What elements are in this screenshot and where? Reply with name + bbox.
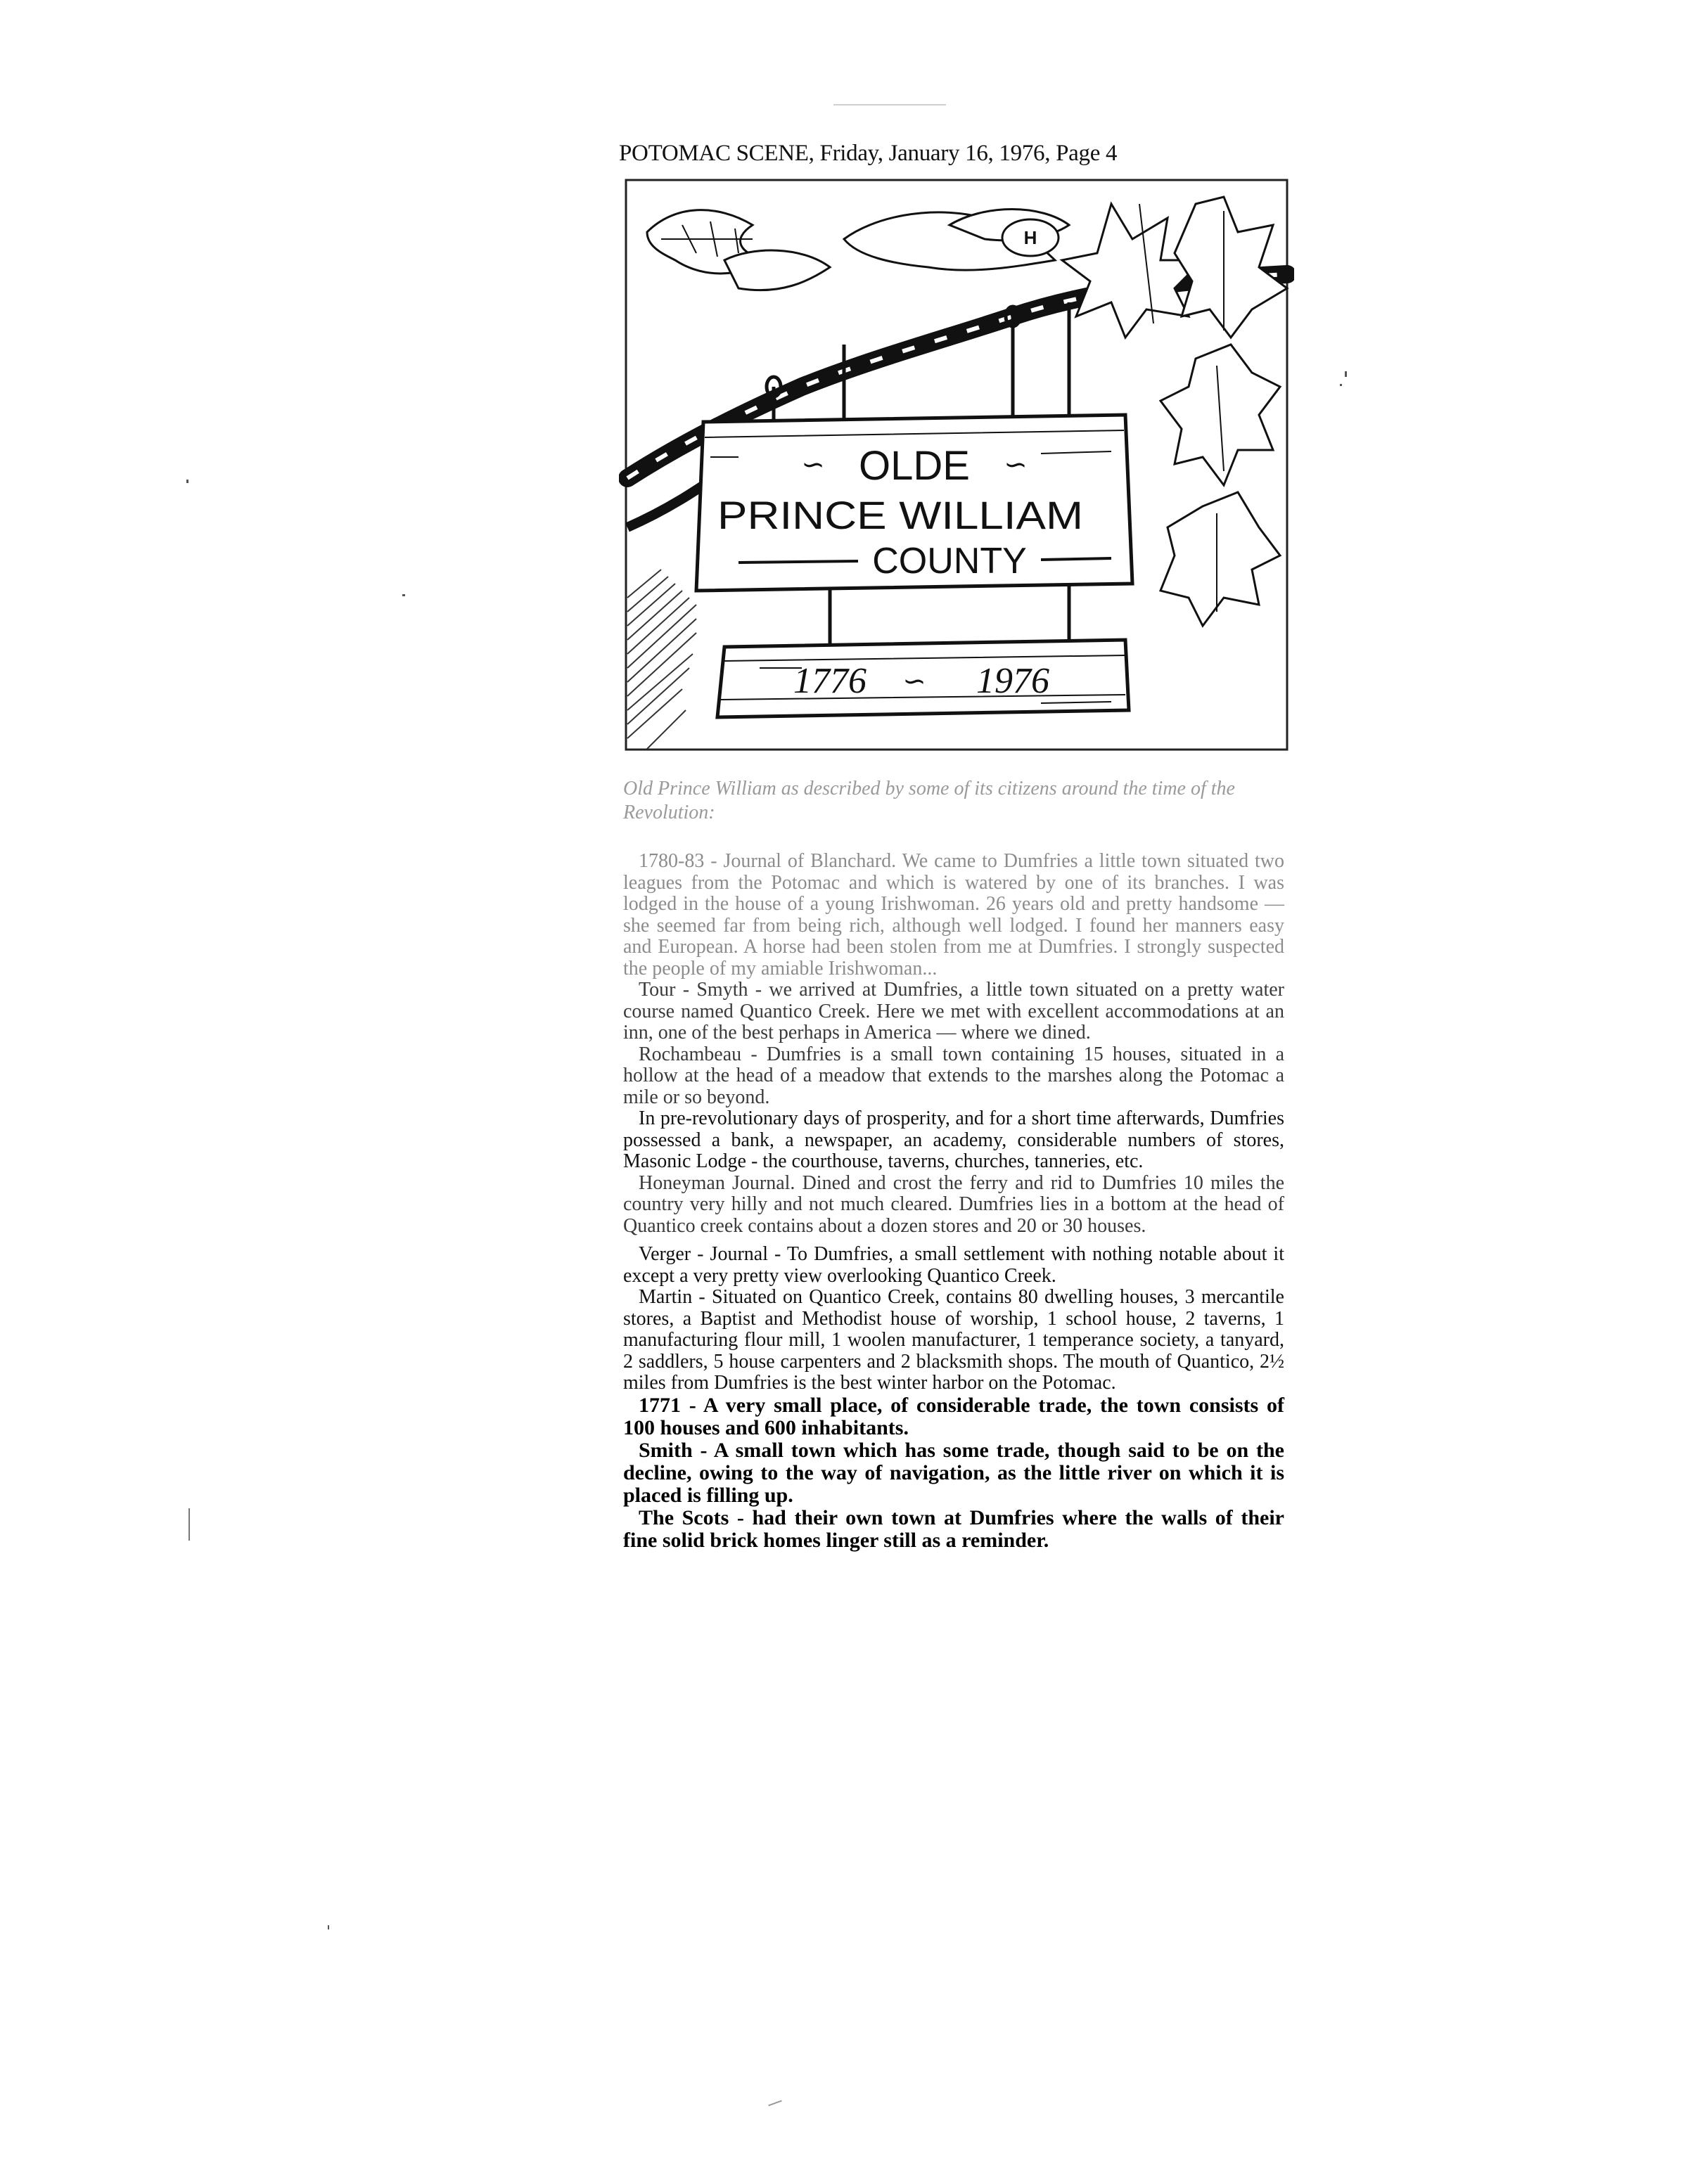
sign-flourish-left-icon: ∽ bbox=[801, 449, 825, 481]
article-paragraph: Verger - Journal - To Dumfries, a small settlement with nothing notable about it except a very pretty view overlooking Quantico Creek. bbox=[623, 1243, 1284, 1287]
sign-line-county: COUNTY bbox=[872, 541, 1027, 582]
article-body bbox=[623, 851, 1284, 1552]
scan-speck bbox=[833, 104, 946, 105]
sign-line-olde: OLDE bbox=[859, 443, 970, 489]
article-paragraph: Smith - A small town which has some trade, though said to be on the decline, owing to the way of navigation, as the little river on which it is placed is filling up. bbox=[623, 1438, 1284, 1507]
article-paragraph: 1771 - A very small place, of considerable trade, the town consists of 100 houses and 600 inhabitants. bbox=[623, 1393, 1284, 1439]
article-paragraph: Honeyman Journal. Dined and crost the ferry and rid to Dumfries 10 miles the country very hilly and not much cleared. Dumfries lies in a bottom at the head of Quantico creek contains about a dozen stores and 20 or 30 houses. bbox=[623, 1171, 1284, 1237]
hatching bbox=[627, 570, 696, 749]
scan-speck bbox=[1345, 371, 1347, 377]
scan-speck bbox=[188, 1508, 190, 1541]
article-paragraph: 1780-83 - Journal of Blanchard. We came to Dumfries a little town situated two leagues from the Potomac and which is watered by one of its branches. I was lodged in the house of a young Irishwoman. 26 years old and pretty handsome — she seemed far from being rich, although well lodged. I found her manners easy and European. A horse had been stolen from me at Dumfries. I strongly suspected the people of my amiable Irishwoman... bbox=[623, 850, 1284, 979]
scan-speck bbox=[402, 594, 405, 596]
scan-speck bbox=[1340, 384, 1342, 386]
sign-year-1976: 1976 bbox=[976, 661, 1049, 701]
article-paragraph: Tour - Smyth - we arrived at Dumfries, a little town situated on a pretty water course named Quantico Creek. Here we met with excellent accommodations at an inn, one of the best perhaps in America — where we dined. bbox=[623, 979, 1284, 1043]
sign-flourish-year-icon: ∽ bbox=[902, 665, 926, 698]
scan-speck bbox=[186, 480, 188, 483]
sign-flourish-right-icon: ∽ bbox=[1004, 449, 1028, 481]
scan-speck bbox=[768, 2100, 781, 2107]
article-paragraph: Martin - Situated on Quantico Creek, contains 80 dwelling houses, 3 mercantile stores, a Baptist and Methodist house of worship, 1 school house, 2 taverns, 1 manufacturing flour mill, 1 woolen manufacturer, 1 temperance society, a tanyard, 2 saddlers, 5 house carpenters and 2 blacksmith shops. The mouth of Quantico, 2½ miles from Dumfries is the best winter harbor on the Potomac. bbox=[623, 1286, 1284, 1394]
sign-line-prince-william: PRINCE WILLIAM bbox=[717, 493, 1083, 537]
page-header: POTOMAC SCENE, Friday, January 16, 1976, Page 4 bbox=[619, 141, 1118, 166]
olde-prince-william-sign-illustration bbox=[619, 176, 1294, 752]
sign-year-1776: 1776 bbox=[793, 661, 867, 701]
oak-leaves-left bbox=[647, 210, 830, 290]
illustration-caption: Old Prince William as described by some of its citizens around the time of the Revolution: bbox=[623, 778, 1235, 823]
article-paragraph: The Scots - had their own town at Dumfries where the walls of their fine solid brick homes linger still as a reminder. bbox=[623, 1505, 1284, 1552]
article-paragraph: Rochambeau - Dumfries is a small town containing 15 houses, situated in a hollow at the head of a meadow that extends to the marshes along the Potomac a mile or so beyond. bbox=[623, 1043, 1284, 1108]
scan-speck bbox=[328, 1925, 329, 1929]
monogram: H bbox=[1023, 227, 1037, 248]
article-paragraph: In pre-revolutionary days of prosperity, and for a short time afterwards, Dumfries possessed a bank, a newspaper, an academy, considerable numbers of stores, Masonic Lodge - the courthouse, taverns, churches, tanneries, etc. bbox=[623, 1107, 1284, 1172]
